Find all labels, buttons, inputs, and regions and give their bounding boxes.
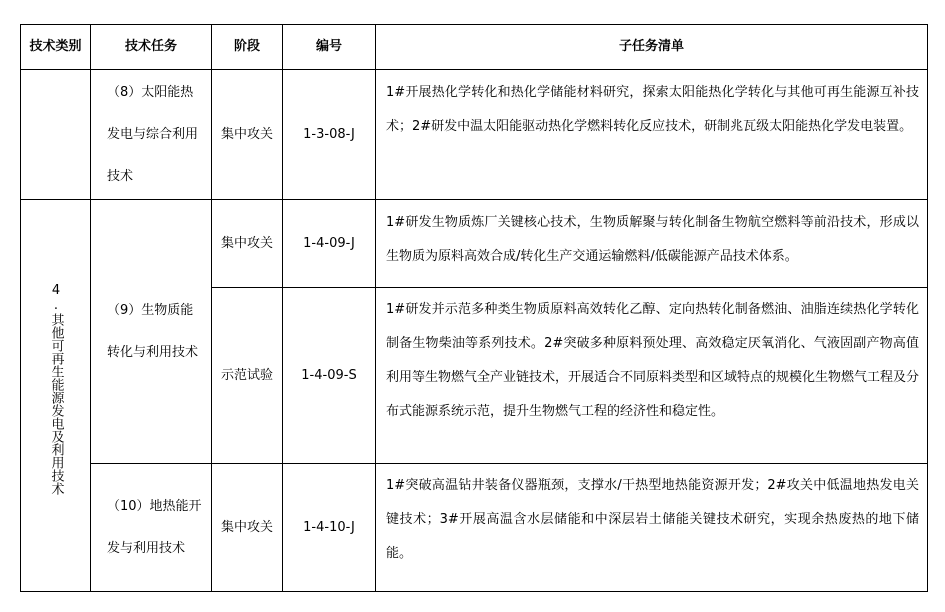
stage-cell: 集中攻关 [212,70,283,200]
subtasks-cell: 1#开展热化学转化和热化学储能材料研究，探索太阳能热化学转化与其他可再生能源互补技术；2#研发中温太阳能驱动热化学燃料转化反应技术，研制兆瓦级太阳能热化学发电装置。 [376,70,928,200]
subtasks-cell: 1#研发生物质炼厂关键核心技术，生物质解聚与转化制备生物航空燃料等前沿技术，形成以生物质为原料高效合成/转化生产交通运输燃料/低碳能源产品技术体系。 [376,200,928,288]
stage-cell: 示范试验 [212,288,283,464]
table-row [21,464,928,592]
header-code: 编号 [283,25,376,70]
code-cell: 1-4-09-S [283,288,376,464]
code-cell: 1-4-09-J [283,200,376,288]
stage-cell: 集中攻关 [212,200,283,288]
table-header-row [21,25,928,70]
task-cell: （9）生物质能转化与利用技术 [91,200,212,464]
category-cell [21,200,91,592]
task-cell: （8）太阳能热发电与综合利用技术 [91,70,212,200]
task-cell: （10）地热能开发与利用技术 [91,464,212,592]
category-label: 4.其他可再生能源发电及利用技术 [48,282,64,495]
stage-cell: 集中攻关 [212,464,283,592]
subtasks-cell: 1#突破高温钻井装备仪器瓶颈，支撑水/干热型地热能资源开发；2#攻关中低温地热发电关键技术；3#开展高温含水层储能和中深层岩土储能关键技术研究，实现余热废热的地下储能。 [376,464,928,592]
tech-task-table [20,24,928,592]
subtasks-cell: 1#研发并示范多种类生物质原料高效转化乙醇、定向热转化制备燃油、油脂连续热化学转化制备生物柴油等系列技术。2#突破多种原料预处理、高效稳定厌氧消化、气液固副产物高值利用等生物燃气全产业链技术，开展适合不同原料类型和区域特点的规模化生物燃气工程及分布式能源系统示范，提升生物燃气工程的经济性和稳定性。 [376,288,928,464]
header-subtasks: 子任务清单 [376,25,928,70]
header-task: 技术任务 [91,25,212,70]
table-row [21,70,928,200]
header-category: 技术类别 [21,25,91,70]
header-stage: 阶段 [212,25,283,70]
table-row [21,200,928,288]
code-cell: 1-3-08-J [283,70,376,200]
code-cell: 1-4-10-J [283,464,376,592]
category-cell-empty [21,70,91,200]
